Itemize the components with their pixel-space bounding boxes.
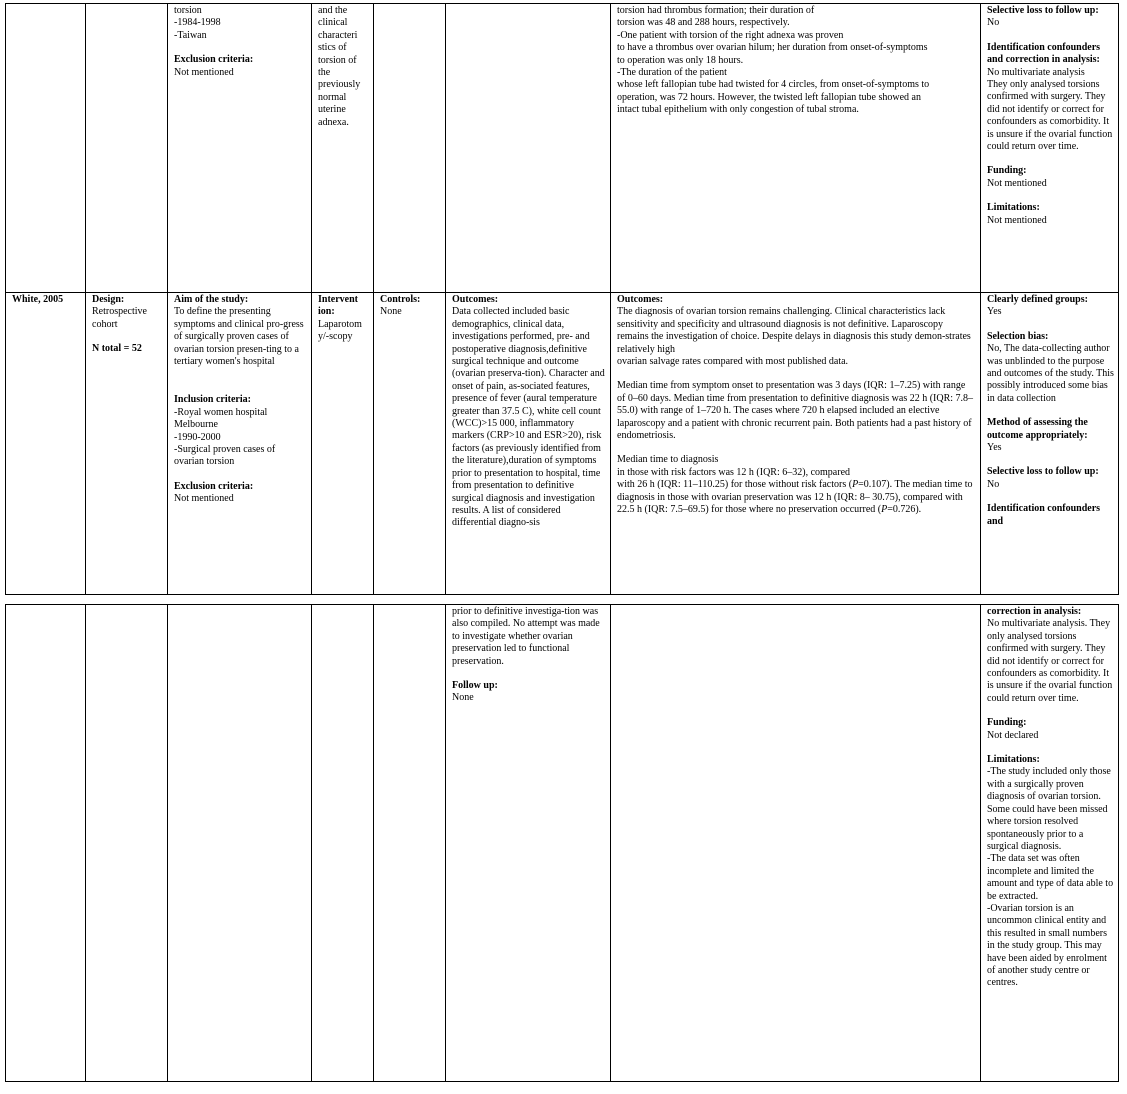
exclusion-value: Not mentioned (174, 66, 234, 78)
aim-value: To define the presenting symptoms and clinical pro-gress of surgically proven cases of ovarian torsion presen-ting to a tertiary women's hospital (174, 306, 304, 368)
inclusion-label: Inclusion criteria: (174, 394, 251, 406)
quality-cell (981, 293, 1119, 595)
quality-value: No multivariate analysis. They only analysed torsions confirmed with surgery. They did not identify or correct for confounders as comorbidity. It is unsure if the ovarial function could return over time. (987, 618, 1113, 704)
results-cell (611, 605, 981, 1082)
study-name: White, 2005 (12, 294, 64, 305)
evidence-table-page-2 (5, 604, 1119, 1082)
results-cell (611, 4, 981, 293)
n-total: N total = 52 (92, 343, 142, 355)
quality-value: Yes (987, 306, 1002, 318)
intervention-value: Laparotom y/-scopy (318, 318, 362, 343)
quality-cell (981, 605, 1119, 1082)
study-cell (6, 4, 86, 293)
inclusion-value: -Royal women hospital Melbourne -1990-2000 -Surgical proven cases of ovarian torsion (174, 406, 276, 468)
quality-label: Identification confounders and correction in analysis: (987, 41, 1101, 66)
evidence-table-page-1 (5, 3, 1119, 595)
table-page-2 (5, 604, 1118, 1082)
design-value: Retrospective cohort (92, 306, 147, 330)
outcomes-cell (446, 605, 611, 1082)
quality-value: Yes (987, 442, 1002, 454)
table-row-white-2005-continued (6, 605, 1119, 1082)
results-paragraph: The diagnosis of ovarian torsion remains challenging. Clinical characteristics lack sensitivity and specificity and ultrasound diagnosis is not definitive. Laparoscopy remains the investigation of choice. Despite delays in diagnosis this study demon-strates relatively high ovarian salvage rates compared with most published data. (617, 306, 971, 368)
aim-label: Aim of the study: (174, 294, 249, 305)
table-row-continued (6, 4, 1119, 293)
controls-cell (374, 605, 446, 1082)
followup-value: None (452, 692, 474, 704)
design-cell (86, 293, 168, 595)
results-cell (611, 293, 981, 595)
p-value-symbol: P (852, 479, 859, 491)
quality-cell (981, 4, 1119, 293)
outcomes-value: Data collected included basic demographics, clinical data, investigations performed, pre- and postoperative diagnosis,definitive surgical technique and outcome (ovarian preserva-tion). Character and onset of pain, as-sociated features, presence of fever (aural temperature greater than 37.5 C), white cell count (WCC)>15 000, inflammatory markers (CRP>10 and ESR>20), risk factors (as previously identified from the literature),duration of symptoms prior to presentation to hospital, time from presentation to definitive surgical diagnosis and investigation results. A list of considered differential diagno-sis (452, 306, 605, 529)
quality-label: Funding: (987, 717, 1027, 729)
quality-value: Not declared (987, 729, 1039, 741)
design-label: Design: (92, 294, 125, 305)
exclusion-value: Not mentioned (174, 493, 234, 505)
quality-label: Identification confounders and (987, 503, 1101, 527)
outcomes-cell (446, 293, 611, 595)
study-cell (6, 293, 86, 595)
results-text: =0.107). The median time to diagnosis in those with ovarian preservation was 12 h (IQR: 8– 30.75), compared with 22.5 h (IQR: 7.5–69.5) for those where no preservation occurred ( (617, 479, 973, 516)
intervention-label: Intervent ion: (318, 294, 358, 318)
p-value-symbol: P (881, 504, 888, 516)
exclusion-label: Exclusion criteria: (174, 480, 254, 492)
outcomes-continued: prior to definitive investiga-tion was also compiled. No attempt was made to investigate whether ovarian preservation led to functional preservation. (452, 606, 600, 667)
intervention-cell (312, 605, 374, 1082)
controls-cell (374, 293, 446, 595)
intervention-cell (312, 293, 374, 595)
study-cell (6, 605, 86, 1082)
quality-value: Not mentioned (987, 177, 1047, 189)
quality-value: Not mentioned (987, 214, 1047, 226)
results-text: =0.726). (887, 504, 922, 516)
quality-label: correction in analysis: (987, 606, 1082, 617)
outcomes-cell (446, 4, 611, 293)
quality-label: Limitations: (987, 754, 1040, 766)
quality-label: Selective loss to follow up: (987, 5, 1099, 16)
quality-label: Limitations: (987, 202, 1040, 214)
quality-value: No (987, 478, 1000, 490)
exclusion-label: Exclusion criteria: (174, 54, 254, 66)
results-text: Median time to diagnosis in those with risk factors was 12 h (IQR: 6–32), compared with 26 h (IQR: 11–110.25) for those without risk factors ( (617, 454, 853, 491)
population-cell (168, 4, 312, 293)
controls-label: Controls: (380, 294, 421, 305)
quality-value: -The study included only those with a surgically proven diagnosis of ovarian torsion. Some could have been missed where torsion resolved spontaneously prior to a surgical diagnosis. -The data set was often incomplete and limited the amount and type of data able to be extracted. -Ovarian torsion is an uncommon clinical entity and this resulted in small numbers in the study group. This may have been aided by enrolment of another study centre or centres. (987, 766, 1114, 989)
design-cell (86, 605, 168, 1082)
results-lines: torsion had thrombus formation; their duration of torsion was 48 and 288 hours, respectively. -One patient with torsion of the right adnexa was proven to have a thrombus over ovarian hilum; her duration from onset-of-symptoms to operation was only 18 hours. -The duration of the patient whose left fallopian tube had twisted for 4 circles, from onset-of-symptoms to operation, was 72 hours. However, the twisted left fallopian tube showed an intact tubal epithelium with only congestion of tubal stroma. (617, 5, 930, 116)
quality-value: No, The data-collecting author was unblinded to the purpose and outcomes of the study. This possibly introduced some bias in data collection (987, 343, 1114, 404)
results-paragraph (617, 454, 976, 516)
results-label: Outcomes: (617, 294, 664, 305)
quality-value: No multivariate analysis They only analysed torsions confirmed with surgery. They did not identify or correct for confounders as comorbidity. It is unsure if the ovarial function could return over time. (987, 66, 1113, 153)
quality-label: Clearly defined groups: (987, 294, 1088, 305)
controls-cell (374, 4, 446, 293)
followup-label: Follow up: (452, 680, 498, 692)
design-cell (86, 4, 168, 293)
population-cell (168, 605, 312, 1082)
quality-label: Funding: (987, 165, 1027, 177)
results-paragraph: Median time from symptom onset to presentation was 3 days (IQR: 1–7.25) with range of 0–60 days. Median time from presentation to definitive diagnosis was 22 h (IQR: 7.8–55.0) with range of 1–720 h. The cases where 720 h elapsed included an elective laparoscopy and a patient with chronic recurrent pain. Both patients had a past history of endometriosis. (617, 380, 974, 442)
quality-label: Selective loss to follow up: (987, 466, 1099, 478)
table-row-white-2005 (6, 293, 1119, 595)
intervention-cell (312, 4, 374, 293)
controls-value: None (380, 306, 402, 318)
intervention-text: and the clinical characteri stics of torsion of the previously normal uterine adnexa. (318, 5, 361, 128)
table-page-1 (5, 3, 1118, 595)
outcomes-label: Outcomes: (452, 294, 499, 305)
quality-label: Selection bias: (987, 330, 1049, 342)
population-cell (168, 293, 312, 595)
quality-label: Method of assessing the outcome appropriately: (987, 417, 1088, 441)
population-lines: torsion -1984-1998 -Taiwan (174, 5, 221, 41)
quality-value: No (987, 17, 1000, 29)
